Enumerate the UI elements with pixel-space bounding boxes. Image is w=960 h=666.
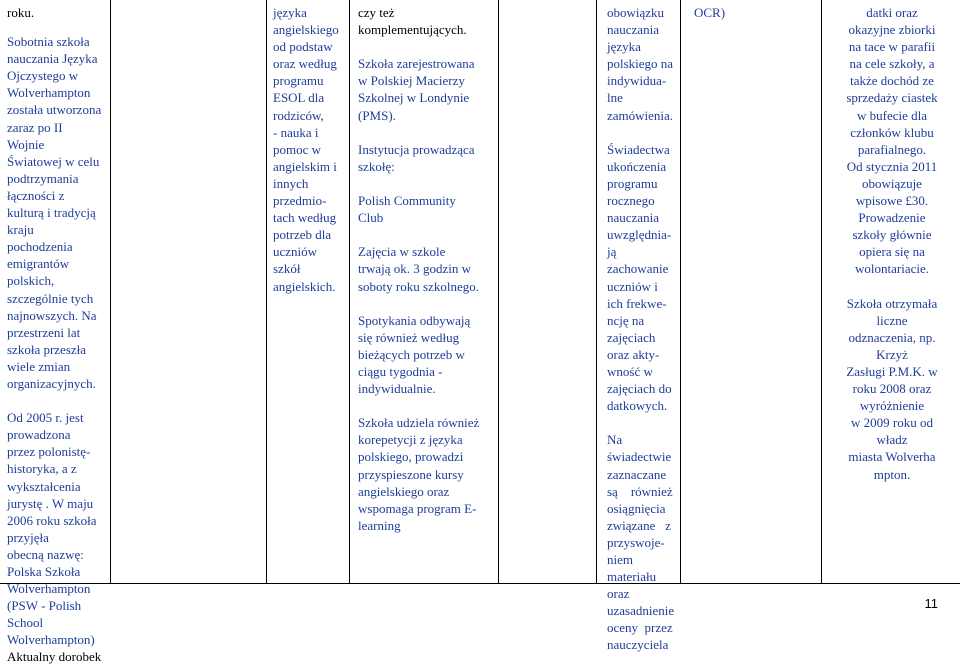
col4-text [597,4,680,654]
text-line: związane z [607,517,671,533]
text-line: roku 2008 oraz [852,381,932,397]
text-line: angielskiego [273,22,339,38]
text-line: wyróżnienie [859,398,925,414]
text-line: Szkoła otrzymała [846,295,938,311]
text-line: angielskiego oraz [358,483,450,499]
text-line: języka [607,39,641,55]
text-line: Od 2005 r. jest [7,410,84,426]
text-line: członków klubu [850,124,934,140]
text-line: rodziców, [273,107,324,123]
text-line: szkół [273,261,301,277]
text-line: ukończenia [607,158,667,174]
text-line: nauczania [607,210,659,226]
text-line: Polish Community [358,193,456,209]
text-line: oraz według [273,56,337,72]
text-line: jurystę . W maju [7,495,94,511]
text-line [607,124,680,141]
text-line: mpton. [873,466,911,482]
text-line: miasta Wolverha [848,449,936,465]
column-empty [110,0,267,584]
text-line: pomoc w [273,141,322,157]
text-line [607,414,680,431]
text-line: zamówienia. [607,107,674,123]
text-line: nauczania [607,22,659,38]
text-line: się również według [358,329,460,345]
text-line: datkowych. [607,398,668,414]
page-number: 11 [924,596,938,611]
col3-text [350,4,498,534]
text-line: parafialnego. [857,141,927,157]
text-line [358,295,498,312]
text-line: korepetycji z języka [358,432,463,448]
col1-bottom-text: Aktualny dorobek [7,649,102,665]
text-line: Spotykania odbywają [358,312,471,328]
text-line: komplementujących. [358,22,467,38]
text-line: uwzględnia- [607,227,672,243]
text-line: liczne [876,312,908,328]
text-line: zaraz po II [7,119,63,135]
text-line: przestrzeni lat [7,324,81,340]
text-line: Zasługi P.M.K. w [846,363,938,379]
text-line: ciągu tygodnia - [358,363,443,379]
text-line: łączności z [7,187,65,203]
text-line: Światowej w celu [7,153,100,169]
text-line: niem [607,552,633,567]
text-line: w Polskiej Macierzy [358,73,465,89]
text-line: polskich, [7,273,55,289]
column-empty-2 [498,0,597,584]
col6-text [822,4,960,483]
text-line: Na [607,432,623,448]
text-line: indywidualnie. [358,381,436,397]
text-line: przez polonistę- [7,444,91,460]
text-line: opiera się na [859,244,925,260]
text-line: Polska Szkoła [7,564,81,579]
text-line: soboty roku szkolnego. [358,278,479,294]
text-line: na cele szkoły, a [849,56,935,72]
text-line: ją [607,244,617,260]
text-line: wspomaga program E- [358,500,477,516]
text-line: uczniów [273,244,318,260]
text-line: w 2009 roku od [851,415,933,431]
text-line: także dochód ze [850,73,934,89]
text-line: przedmio- [273,193,327,209]
text-line: czy też [358,5,395,20]
text-line: uczniów i [607,278,658,294]
text-line: 2006 roku szkoła [7,512,97,528]
text-line: obowiązuje [862,175,922,191]
text-line [7,392,110,409]
text-line: oraz akty- [607,346,660,362]
text-line: szkoła przeszła [7,341,87,357]
text-line: została utworzona [7,102,102,118]
text-line: języka [273,5,307,20]
text-line: Wolverhampton [7,85,91,101]
text-line: organizacyjnych. [7,375,96,391]
text-line [358,124,498,141]
text-line: angielskich. [273,278,336,294]
text-line: prowadzona [7,427,71,443]
text-line: ich frekwe- [607,295,667,311]
text-line: zaznaczane [607,466,667,482]
text-line: obecną nazwę: [7,546,84,562]
text-line: uzasadnienie [607,603,675,619]
column-ocr [680,0,822,584]
text-line: zajęciach [607,329,656,345]
col2-text [267,4,349,295]
text-line: są również [607,483,673,499]
text-line: learning [358,517,401,533]
text-line: innych [273,175,309,191]
text-line: indywidua- [607,73,667,89]
text-line: programu [273,73,324,89]
text-line: zajęciach do [607,381,672,397]
text-line: Club [358,210,384,226]
text-line: polskiego na [607,56,674,72]
text-line: bieżących potrzeb w [358,346,465,362]
text-line: władz [876,432,908,448]
text-line: - nauka i [273,124,319,140]
text-line: materiału [607,569,657,585]
text-line: datki oraz [866,5,918,20]
text-line: zachowanie [607,261,669,277]
text-line: Od stycznia 2011 [846,158,938,174]
text-line: oraz [607,586,630,602]
text-line: trwają ok. 3 godzin w [358,261,472,277]
text-line: w bufecie dla [856,107,928,123]
text-line: School [7,615,44,631]
text-line: odznaczenia, np. [848,329,936,345]
text-line: szczególnie tych [7,290,94,306]
text-line [358,38,498,55]
text-line: Ojczystego w [7,68,79,84]
text-line: przyjęła [7,529,49,545]
text-line: wolontariacie. [855,261,929,277]
text-line: kulturą i tradycją [7,205,96,221]
text-line: Świadectwa [607,141,670,157]
text-line: Sobotnia szkoła [7,34,90,50]
text-line [822,278,960,295]
text-line: przyswoje- [607,534,665,550]
text-line: od podstaw [273,39,333,55]
text-line [358,397,498,414]
text-line: świadectwie [607,449,672,465]
text-line: najnowszych. Na [7,307,97,323]
text-line: Szkoła udziela również [358,415,480,431]
text-line: angielskim i [273,158,337,174]
text-line: emigrantów [7,256,70,272]
text-line: ESOL dla [273,90,325,106]
text-line: lne [607,90,623,106]
text-line: polskiego, prowadzi [358,449,464,465]
text-line: potrzeb dla [273,227,332,243]
text-line: Szkoła zarejestrowana [358,56,475,72]
text-line: Krzyż [876,346,908,362]
text-line: oceny przez [607,620,673,636]
text-line: sprzedaży ciastek [846,90,938,106]
text-line: szkołę: [358,158,395,174]
column-funding [821,0,960,584]
col5-text [681,4,821,21]
column-organization [349,0,499,584]
text-line: wność w [607,363,653,379]
text-line: obowiązku [607,5,665,20]
text-line: Instytucja prowadząca [358,141,475,157]
col1-top-text: roku. [7,5,35,20]
text-line: podtrzymania [7,170,79,186]
text-line: OCR) [694,5,726,20]
text-line [358,226,498,243]
text-line: wpisowe £30. [855,193,929,209]
text-line: osiągnięcia [607,500,666,516]
text-line: ncję na [607,312,645,328]
col1-history-text [0,33,110,648]
text-line: Wolverhampton [7,581,91,597]
text-line: wykształcenia [7,478,81,494]
text-line [358,175,498,192]
text-line: nauczyciela [607,637,669,653]
text-line: Wolverhampton) [7,632,95,648]
column-history [0,0,111,665]
text-line: przyspieszone kursy [358,466,464,482]
text-line: pochodzenia [7,239,73,255]
text-line: Zajęcia w szkole [358,244,446,260]
text-line: tach według [273,210,337,226]
text-line: Szkolnej w Londynie [358,90,470,106]
text-line: programu [607,175,658,191]
text-line: okazyjne zbiorki [848,22,936,38]
column-english-support [266,0,350,584]
text-line: rocznego [607,193,655,209]
text-line: na tace w parafii [848,39,936,55]
text-line: historyka, a z [7,461,77,477]
text-line: szkoły głównie [852,227,932,243]
text-line: (PSW - Polish [7,598,82,614]
text-line: Prowadzenie [858,210,926,226]
text-line: nauczania Języka [7,51,98,67]
text-line: wiele zmian [7,358,71,374]
text-line: (PMS). [358,107,396,123]
column-certificates [596,0,681,653]
text-line: kraju [7,222,34,238]
text-line: Wojnie [7,136,45,152]
